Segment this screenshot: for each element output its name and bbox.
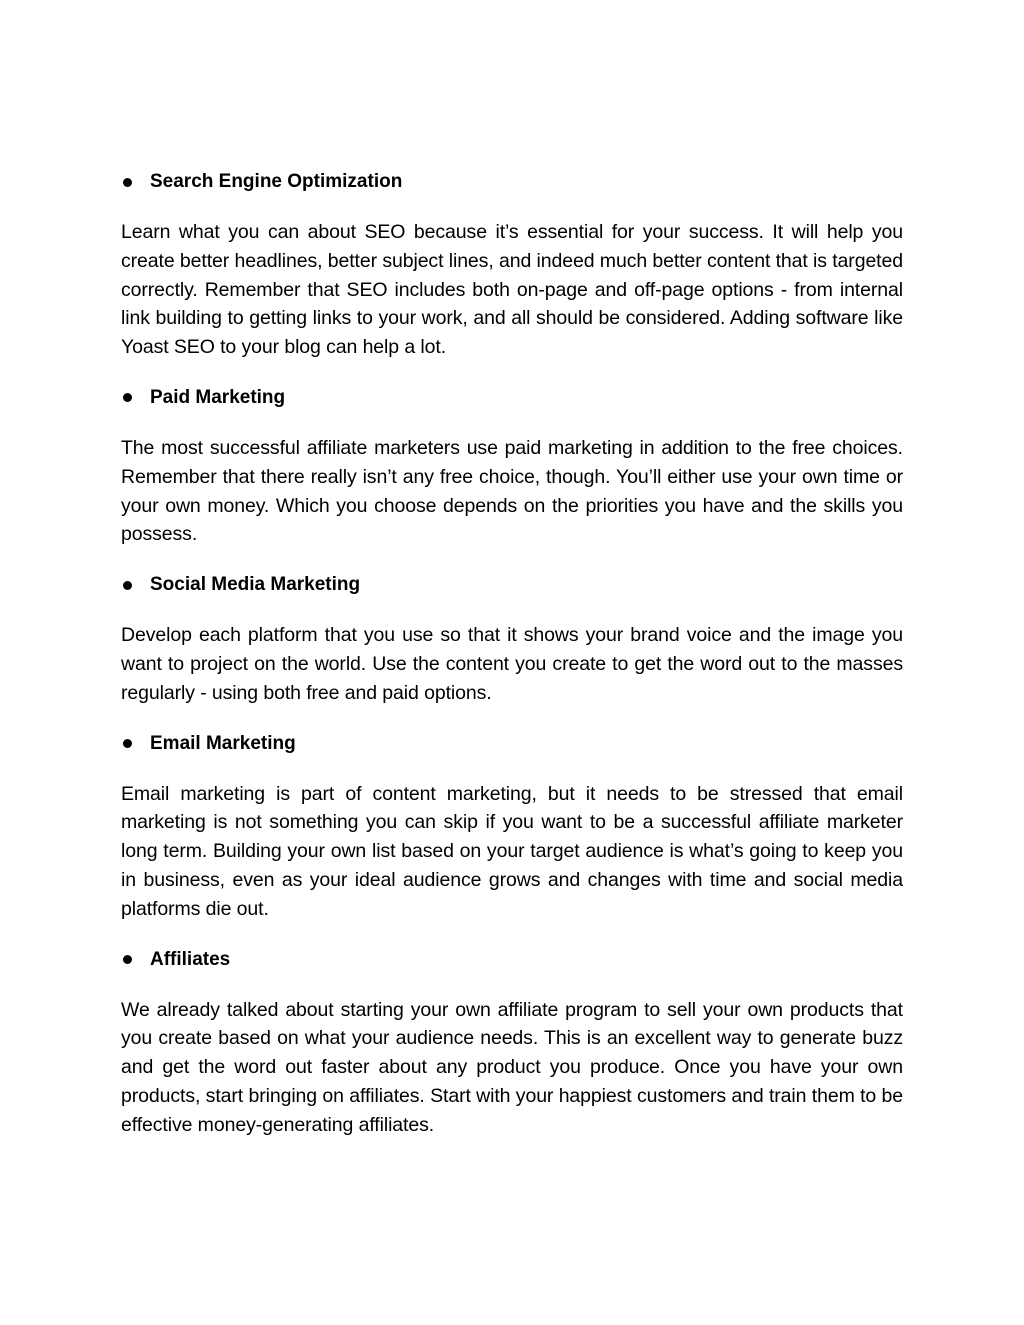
section-heading — [121, 728, 903, 760]
section-paid-marketing — [121, 382, 903, 549]
heading-text: Affiliates — [150, 948, 231, 970]
section-heading — [121, 382, 903, 414]
heading-text: Email Marketing — [150, 732, 296, 754]
bullet-icon — [121, 581, 150, 590]
section-seo — [121, 166, 903, 362]
section-paragraph: We already talked about starting your own affiliate program to sell your own products that you create based on what your audience needs. This is an excellent way to generate buzz and get the word out faster about any product you produce. Once you have your own products, start bringing on affiliates. Start with your happiest customers and train them to be effective money-generating affiliates. — [121, 998, 903, 1136]
bullet-icon — [121, 178, 150, 187]
bullet-icon — [121, 393, 150, 402]
bullet-icon — [121, 955, 150, 964]
heading-text: Search Engine Optimization — [150, 171, 403, 192]
section-paragraph: Develop each platform that you use so that it shows your brand voice and the image you want to project on the world. Use the content you create to get the word out to the masses regularly - using both free and paid options. — [121, 624, 903, 704]
section-heading — [121, 944, 903, 976]
section-paragraph: Learn what you can about SEO because it’s essential for your success. It will help you create better headlines, better subject lines, and indeed much better content that is targeted correctly. Remember that SEO includes both on-page and off-page options - from internal link building to getting links to your work, and all should be considered. Adding software like Yoast SEO to your blog can help a lot. — [121, 221, 903, 359]
heading-text: Paid Marketing — [150, 386, 286, 408]
section-email-marketing — [121, 728, 903, 924]
section-social-media-marketing — [121, 569, 903, 707]
section-paragraph: Email marketing is part of content marketing, but it needs to be stressed that email marketing is not something you can skip if you want to be a successful affiliate marketer long term. Building your own list based on your target audience is what’s going to keep you in business, even as your ideal audience grows and changes with time and social media platforms die out. — [121, 782, 903, 920]
section-paragraph: The most successful affiliate marketers use paid marketing in addition to the free choices. Remember that there really isn’t any free choice, though. You’ll either use your own time or your own money. Which you choose depends on the priorities you have and the skills you possess. — [121, 436, 903, 546]
section-heading — [121, 166, 903, 198]
bullet-icon — [121, 739, 150, 748]
document-page — [121, 166, 903, 1160]
heading-text: Social Media Marketing — [150, 574, 361, 596]
section-heading — [121, 569, 903, 601]
section-affiliates — [121, 944, 903, 1140]
